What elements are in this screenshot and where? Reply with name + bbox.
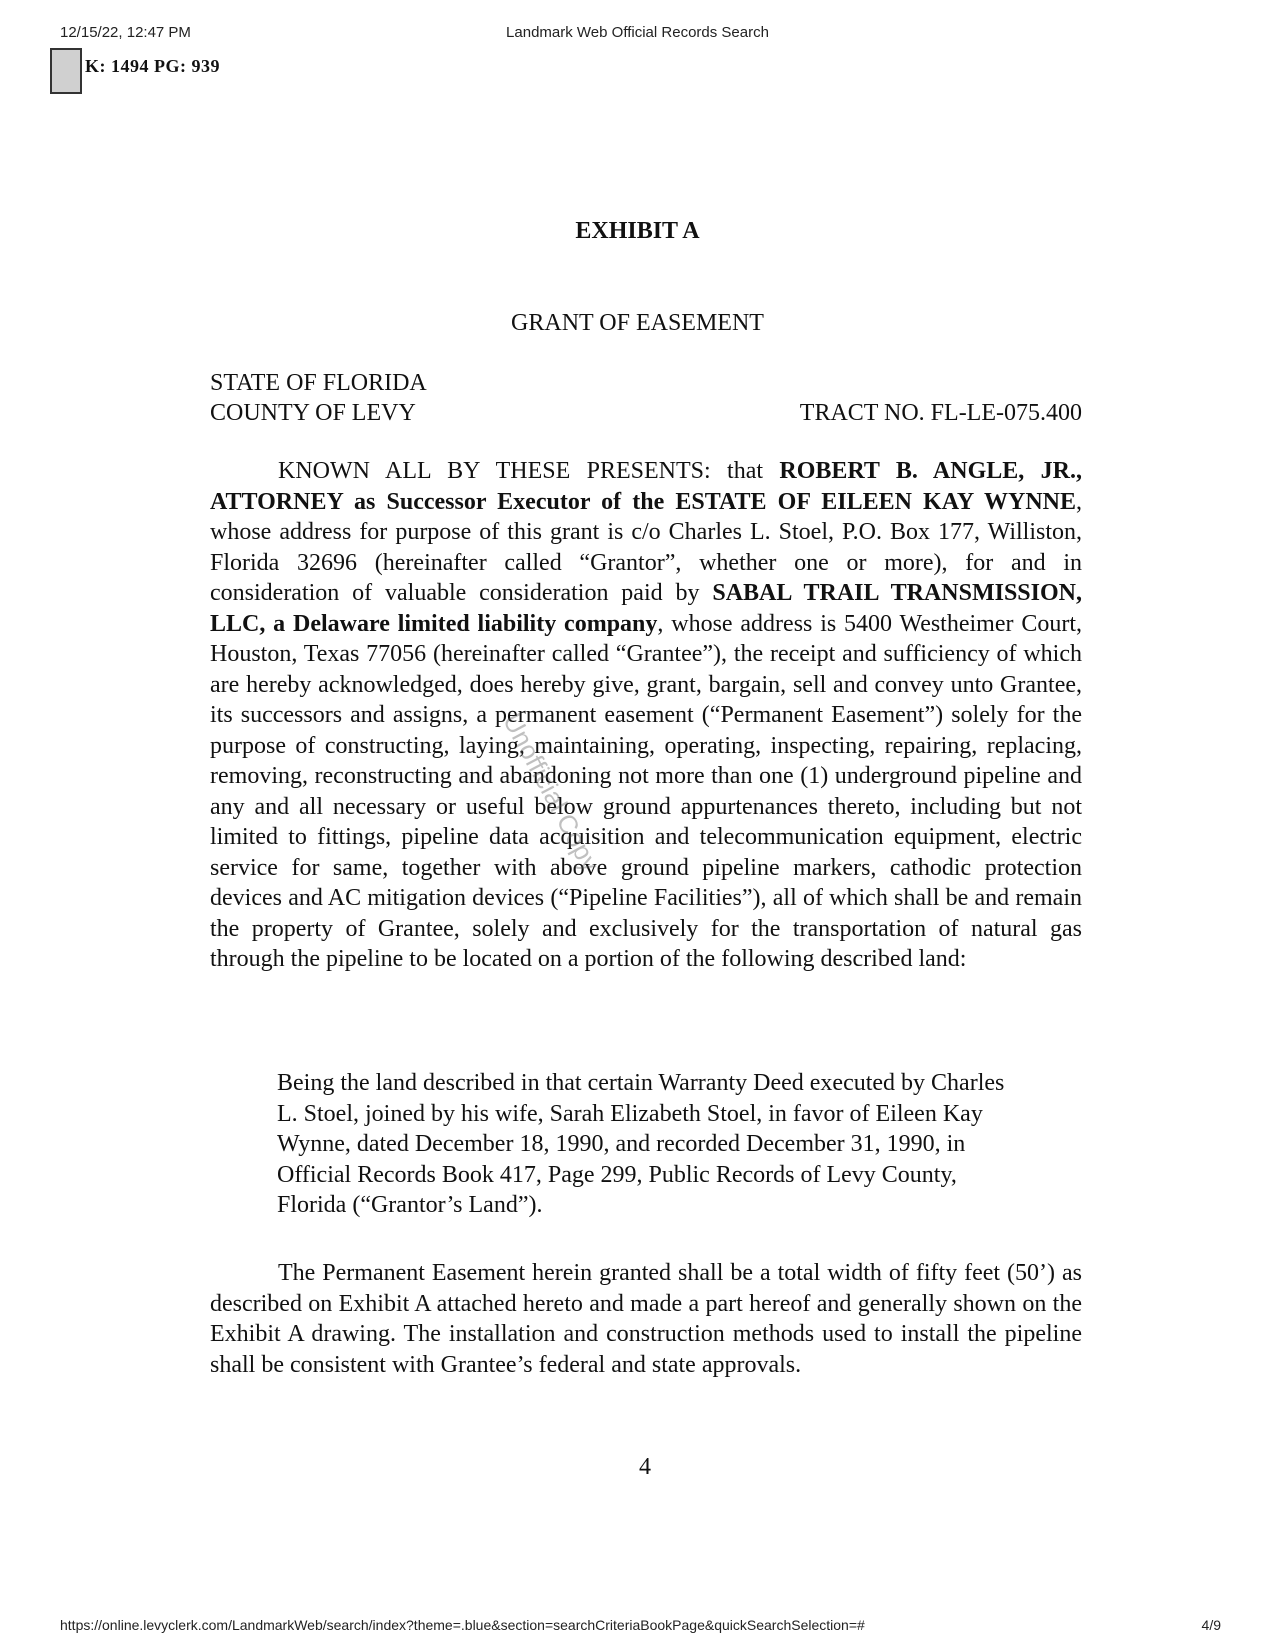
grant-text: KNOWN ALL BY THESE PRESENTS: that <box>278 458 780 484</box>
state-line: STATE OF FLORIDA <box>210 370 427 396</box>
grantee-name: SABAL TRAIL TRANSMISSION, LLC, a Delaware limited liability company <box>210 580 1082 637</box>
book-page-reference: K: 1494 PG: 939 <box>85 56 220 76</box>
print-datetime: 12/15/22, 12:47 PM <box>60 24 191 41</box>
print-page-indicator: 4/9 <box>1201 1617 1221 1633</box>
county-line: COUNTY OF LEVY <box>210 400 416 426</box>
grant-text: , whose address is 5400 Westheimer Court, Houston, Texas 77056 (hereinafter called “Grantee”), the receipt and sufficiency of which are hereby acknowledged, does hereby give, grant, bargain, sell and convey unto Grantee, its successors and assigns, a permanent easement (“Permanent Easement”) solely for the purpose of constructing, laying, maintaining, operating, inspecting, repairing, replacing, removing, reconstructing and abandoning not more than one (1) underground pipeline and any and all necessary or useful below ground appurtenances thereto, including but not limited to fittings, pipeline data acquisition and telecommunication equipment, electric service for same, together with above ground pipeline markers, cathodic protection devices and AC mitigation devices (“Pipeline Facilities”), all of which shall be and remain the property of Grantee, solely and exclusively for the transportation of natural gas through the pipeline to be located on a portion of the following described land: <box>210 610 1082 972</box>
print-url: https://online.levyclerk.com/LandmarkWeb/search/index?theme=.blue&section=searchCriteriaBookPage&quickSearchSelection=# <box>60 1617 865 1633</box>
page-number: 4 <box>639 1454 651 1480</box>
exhibit-heading: EXHIBIT A <box>575 218 700 244</box>
deed-description-paragraph: Being the land described in that certain Warranty Deed executed by Charles L. Stoel, joined by his wife, Sarah Elizabeth Stoel, in favor of Eileen Kay Wynne, dated December 18, 1990, and recorded December 31, 1990, in Official Records Book 417, Page 299, Public Records of Levy County, Florida (“Grantor’s Land”). <box>277 1070 1005 1218</box>
unofficial-copy-watermark: Unofficial Copy <box>497 708 606 877</box>
easement-width-paragraph: The Permanent Easement herein granted shall be a total width of fifty feet (50’) as described on Exhibit A attached hereto and made a part hereof and generally shown on the Exhibit A drawing. The installation and construction methods used to install the pipeline shall be consistent with Grantee’s federal and state approvals. <box>210 1260 1082 1378</box>
grantor-name: ROBERT B. ANGLE, JR., ATTORNEY as Successor Executor of the ESTATE OF EILEEN KAY WYNNE <box>210 458 1082 515</box>
document-title: GRANT OF EASEMENT <box>511 310 764 336</box>
grant-text: , whose address for purpose of this grant is c/o Charles L. Stoel, P.O. Box 177, Williston, Florida 32696 (hereinafter called “Grantor”, whether one or more), for and in consideration of valuable consideration paid by <box>210 488 1082 606</box>
recording-stamp-box <box>50 48 82 94</box>
tract-number: TRACT NO. FL-LE-075.400 <box>799 400 1082 426</box>
print-page-title: Landmark Web Official Records Search <box>506 24 769 41</box>
grant-paragraph <box>210 456 1082 975</box>
